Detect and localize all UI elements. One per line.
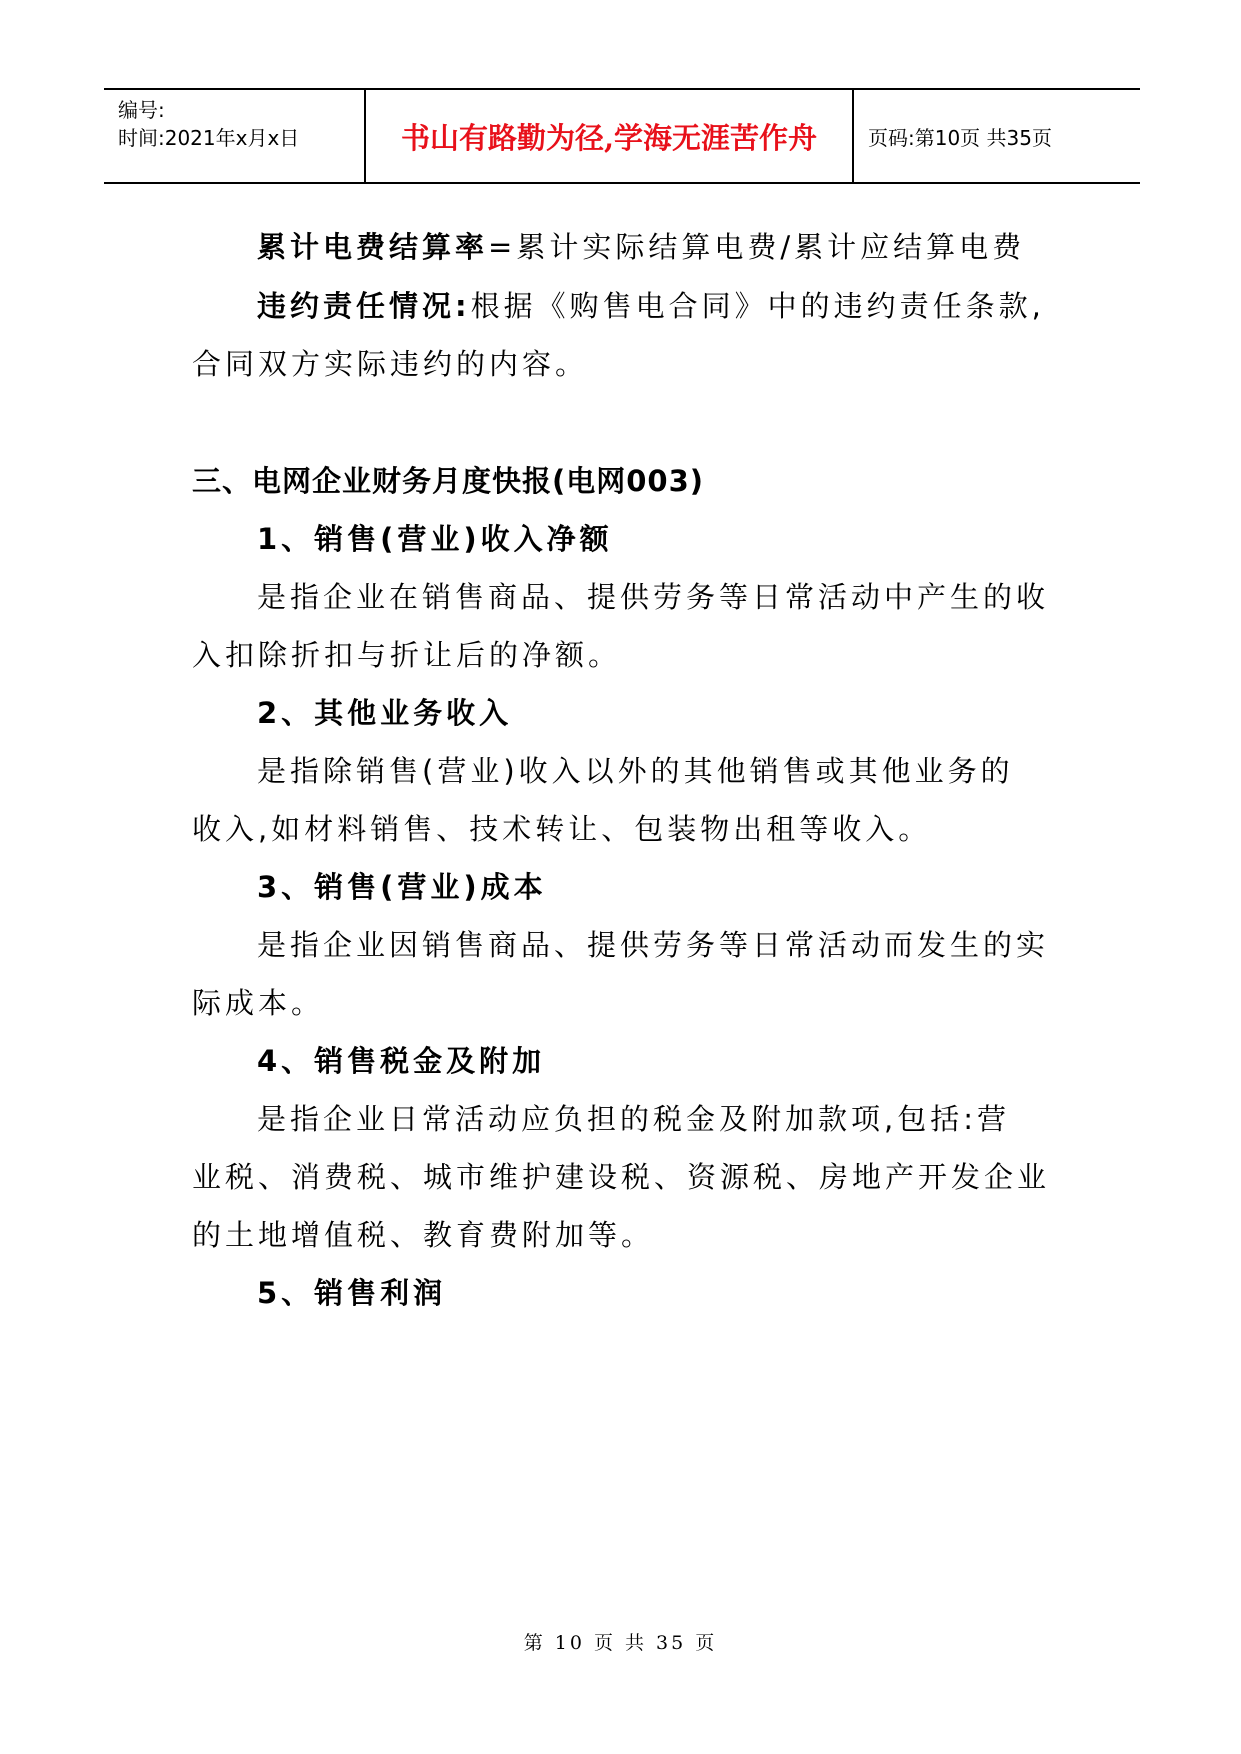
breach-term: 违约责任情况: bbox=[257, 289, 471, 323]
item5-title: 5、销售利润 bbox=[257, 1276, 447, 1310]
item4-title: 4、销售税金及附加 bbox=[257, 1044, 546, 1078]
item4-line-2: 业税、消费税、城市维护建设税、资源税、房地产开发企业 bbox=[192, 1160, 1051, 1194]
item1-line-1: 是指企业在销售商品、提供劳务等日常活动中产生的收 bbox=[257, 580, 1050, 614]
number-label: 编号: bbox=[118, 98, 165, 122]
section-title: 三、电网企业财务月度快报(电网003) bbox=[192, 464, 705, 498]
item3-title: 3、销售(营业)成本 bbox=[257, 870, 547, 904]
item2-line-1: 是指除销售(营业)收入以外的其他销售或其他业务的 bbox=[257, 754, 1014, 788]
item4-line-1: 是指企业日常活动应负担的税金及附加款项,包括:营 bbox=[257, 1102, 1010, 1136]
formula-term: 累计电费结算率 bbox=[257, 230, 489, 264]
header-motto: 书山有路勤为径,学海无涯苦作舟 bbox=[366, 90, 854, 182]
header-meta bbox=[104, 90, 366, 182]
item3-line-1: 是指企业因销售商品、提供劳务等日常活动而发生的实 bbox=[257, 928, 1050, 962]
formula-rest: =累计实际结算电费/累计应结算电费 bbox=[488, 230, 1026, 264]
item1-title: 1、销售(营业)收入净额 bbox=[257, 522, 613, 556]
breach-line-2: 合同双方实际违约的内容。 bbox=[192, 347, 589, 381]
item3-line-2: 际成本。 bbox=[192, 986, 325, 1020]
page-footer: 第 10 页 共 35 页 bbox=[523, 1632, 718, 1654]
item1-line-2: 入扣除折扣与折让后的净额。 bbox=[192, 638, 622, 672]
breach-line-1 bbox=[257, 275, 1045, 337]
breach-line1-rest: 根据《购售电合同》中的违约责任条款, bbox=[470, 289, 1045, 323]
item2-title: 2、其他业务收入 bbox=[257, 696, 513, 730]
item2-line-2: 收入,如材料销售、技术转让、包装物出租等收入。 bbox=[192, 812, 932, 846]
formula-line bbox=[257, 216, 1025, 278]
time-label: 时间:2021年x月x日 bbox=[118, 126, 300, 150]
header-page-label: 页码:第10页 共35页 bbox=[868, 125, 1052, 150]
item4-line-3: 的土地增值税、教育费附加等。 bbox=[192, 1218, 655, 1252]
page-header bbox=[104, 88, 1140, 184]
